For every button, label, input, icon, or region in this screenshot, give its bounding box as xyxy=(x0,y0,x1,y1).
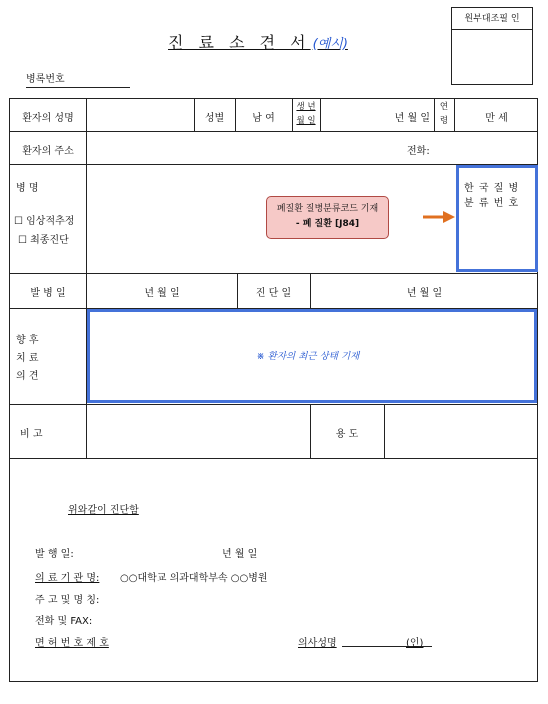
diagnosis-date-field[interactable]: 년 월 일 xyxy=(406,288,443,299)
sex-label: 성별 xyxy=(204,113,225,124)
future-label-2: 치 료 xyxy=(16,353,39,364)
doctor-name-label: 의사성명 xyxy=(298,638,337,649)
disease-name-label: 병 명 xyxy=(16,183,39,194)
usage-field[interactable] xyxy=(385,407,535,455)
disease-code-callout xyxy=(266,196,389,239)
age-label-1: 연 xyxy=(439,102,449,112)
birth-date-label-2: 월 일 xyxy=(296,116,316,126)
birth-date-label-1: 생 년 xyxy=(296,102,316,112)
row-divider xyxy=(10,131,537,132)
record-number-field[interactable] xyxy=(26,70,130,88)
final-diagnosis-checkbox[interactable]: ☐ 최종진단 xyxy=(18,235,69,246)
institution-label: 의 료 기 관 명: xyxy=(35,573,100,584)
medical-opinion-form xyxy=(9,98,538,682)
onset-date-label: 발 병 일 xyxy=(30,288,66,299)
patient-name-field[interactable] xyxy=(87,103,194,129)
usage-label: 용 도 xyxy=(335,429,359,440)
phone-label: 전화: xyxy=(407,146,430,157)
patient-name-label: 환자의 성명 xyxy=(22,113,74,124)
arrow-right-icon xyxy=(423,211,455,223)
verification-stamp-box xyxy=(451,7,533,85)
callout-line-2: - 폐 질환 [J84] xyxy=(295,219,360,229)
sex-options[interactable]: 남 여 xyxy=(252,113,275,124)
issue-date-field[interactable]: 년 월 일 xyxy=(222,549,258,560)
row-divider xyxy=(10,273,537,274)
treatment-opinion-note: ※ 환자의 최근 상태 기재 xyxy=(256,351,360,362)
age-label-2: 령 xyxy=(439,116,449,126)
future-label-3: 의 견 xyxy=(16,371,39,382)
clinical-estimate-checkbox[interactable]: ☐ 임상적추정 xyxy=(14,216,75,227)
document-title xyxy=(168,30,348,53)
phone-fax-label: 전화 및 FAX: xyxy=(35,616,93,627)
diagnosis-statement: 위와같이 진단함 xyxy=(68,505,139,516)
license-number-label: 면 허 번 호 제 호 xyxy=(35,638,109,649)
age-field[interactable]: 만 세 xyxy=(485,113,508,124)
patient-address-field[interactable] xyxy=(87,135,387,161)
document-title-text: 진 료 소 견 서 xyxy=(168,33,311,52)
disease-code-label-1: 한 국 질 병 xyxy=(464,183,520,194)
record-number-label: 병록번호 xyxy=(26,74,65,85)
address-name-label: 주 고 및 명 칭: xyxy=(35,595,100,606)
future-label-1: 향 후 xyxy=(16,335,39,346)
birth-date-field[interactable]: 년 월 일 xyxy=(394,113,430,124)
document-title-example: (예시) xyxy=(312,37,348,52)
remarks-label: 비 고 xyxy=(20,429,43,440)
institution-name: ○○대학교 의과대학부속 ○○병원 xyxy=(120,573,268,584)
row-divider xyxy=(10,404,537,405)
callout-line-1: 폐질환 질병분류코드 기재 xyxy=(276,204,379,214)
stamp-title: 원부대조필 인 xyxy=(452,8,532,30)
issue-date-label: 발 행 일: xyxy=(35,549,74,560)
disease-code-label-2: 분 류 번 호 xyxy=(464,198,520,209)
remarks-field[interactable] xyxy=(87,407,310,455)
onset-date-field[interactable]: 년 월 일 xyxy=(144,288,180,299)
diagnosis-date-label: 진 단 일 xyxy=(255,288,292,299)
patient-address-label: 환자의 주소 xyxy=(22,146,74,157)
seal-label: (인) xyxy=(406,638,424,649)
row-divider xyxy=(10,458,537,459)
